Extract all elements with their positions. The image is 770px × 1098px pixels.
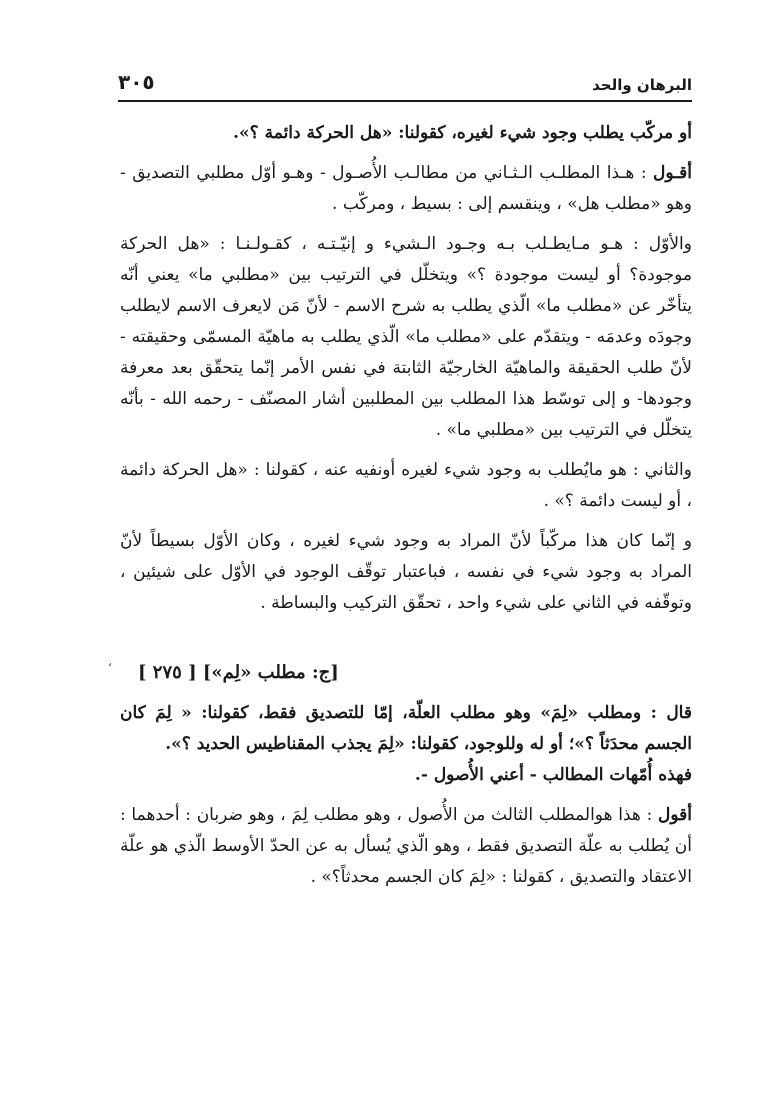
section-number: [ ٢٧٥ ] [138, 662, 197, 683]
keyword-qala: قال [666, 703, 692, 723]
paragraph-text: : هذا هوالمطلب الثالث من الأُصول ، وهو مطلب لِمَ ، وهو ضربان : أحدهما : أن يُطلب به علّة التصديق فقط ، وهو الّذي يُسأل به عن الحدّ الأوسط الّذي هو علّة الاعتقاد والتصديق ، كقولنا : «لِمَ كان الجسم محدثاً؟» . [120, 805, 692, 887]
paragraph-ummahat: فهذه أُمّهات المطالب - أعني الأُصول -. [414, 765, 692, 785]
keyword-aqulu: أقـول [653, 163, 692, 183]
paragraph-first-type: والأوّل : هـو مـايطـلب بـه وجـود الـشيء و إنيّـتـه ، كقـولـنـا : «هل الحركة موجودة؟ أو ليست موجودة ؟» ويتخلّل في الترتيب بين «مطلبي ما» يعني أنّه يتأخّر عن «مطلب ما» الّذي يطلب به شرح الاسم - لأنّ مَن لايعرف الاسم لايطلب وجودَه وعدمَه - ويتقدّم على «مطلب ما» الّذي يطلب به ماهيّة المسمّى وحقيقته - لأنّ طلب الحقيقة والماهيّة الخارجيّة الثابتة في نفس الأمر إنّما يتحقّق بعد معرفة وجودها- و إلى توسّط هذا المطلب بين المطلبين أشار المصنّف - رحمه الله - بأنّه يتخلّل في الترتيب بين «مطلبي ما» . [120, 234, 692, 440]
running-title: البرهان والحد [592, 76, 692, 94]
paragraph-text: : هـذا المطلـب الـثـاني من مطالـب الأُصـول - وهـو أوّل مطلبي التصديق - وهو «مطلب هل» ، وينقسم إلى : بسيط ، ومركّب . [120, 163, 692, 214]
page-header [118, 62, 692, 102]
paragraph-second-type: والثاني : هو مايُطلب به وجود شيء لغيره أونفيه عنه ، كقولنا : «هل الحركة دائمة ، أو ليست دائمة ؟» . [120, 460, 692, 511]
section-heading [120, 657, 692, 689]
page-number: ٣٠٥ [118, 70, 155, 94]
paragraph-aqulu-2 [120, 800, 692, 893]
paragraph-aqulu-1 [120, 158, 692, 220]
keyword-aqulu: أقول [658, 805, 692, 825]
section-title: [ج: مطلب «لِم»] [202, 662, 339, 683]
paragraph-composite-simple: و إنّما كان هذا مركّباً لأنّ المراد به وجود شيء لغيره ، وكان الأوّل بسيطاً لأنّ المراد به وجود شيء في نفسه ، فباعتبار توقّف الوجود في الأوّل على شيئين ، وتوقّفه في الثاني على شيء واحد ، تحقّق التركيب والبساطة . [120, 531, 692, 613]
margin-mark: ، [108, 655, 112, 669]
text-line-top: أو مركّب يطلب وجود شيء لغيره، كقولنا: «هل الحركة دائمة ؟». [233, 123, 692, 143]
page-body [120, 118, 692, 893]
paragraph-qala [120, 698, 692, 760]
paragraph-text: : ومطلب «لِمَ» وهو مطلب العلّة، إمّا للتصديق فقط، كقولنا: « لِمَ كان الجسم محدَثاً ؟»؛ أو له وللوجود، كقولنا: «لِمَ يجذب المقناطيس الحديد ؟». [120, 703, 692, 754]
